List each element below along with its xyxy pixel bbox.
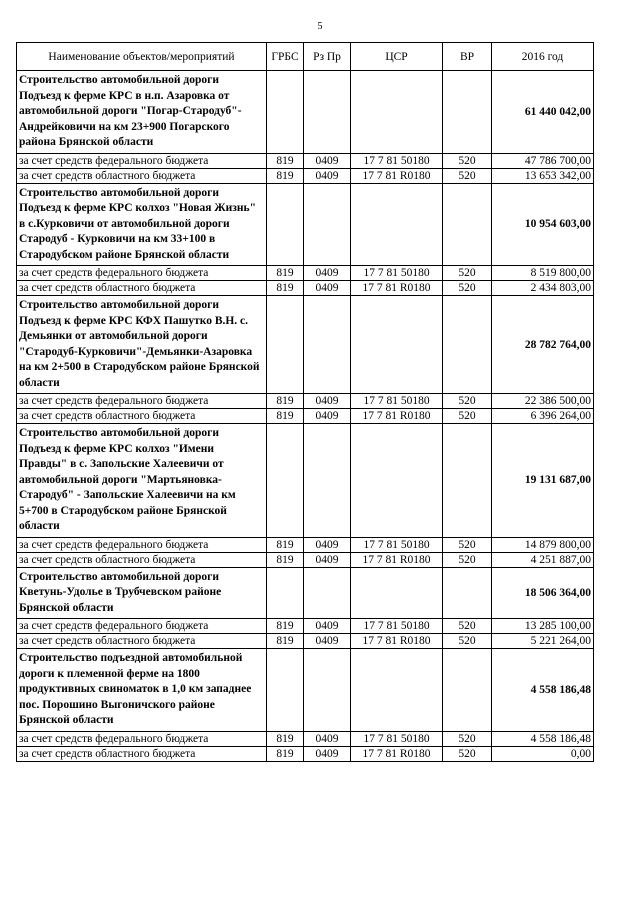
- rzpr-code: 0409: [304, 266, 351, 281]
- funding-source-label: за счет средств федерального бюджета: [17, 619, 267, 634]
- funding-source-label: за счет средств областного бюджета: [17, 634, 267, 649]
- funding-source-label: за счет средств федерального бюджета: [17, 266, 267, 281]
- project-title: Строительство подъездной автомобильной дороги к племенной ферме на 1800 продуктивных свиноматок в 1,0 км западнее пос. Порошино Выгоничского районе Брянской области: [17, 649, 267, 732]
- grbs-code: 819: [267, 552, 304, 567]
- budget-table: [16, 42, 594, 762]
- funding-amount: 5 221 264,00: [492, 634, 594, 649]
- funding-row: [17, 731, 594, 746]
- funding-source-label: за счет средств федерального бюджета: [17, 394, 267, 409]
- project-row: [17, 567, 594, 619]
- funding-row: [17, 266, 594, 281]
- empty-cell: [267, 183, 304, 266]
- funding-amount: 2 434 803,00: [492, 281, 594, 296]
- funding-row: [17, 634, 594, 649]
- funding-source-label: за счет средств областного бюджета: [17, 552, 267, 567]
- grbs-code: 819: [267, 168, 304, 183]
- funding-amount: 22 386 500,00: [492, 394, 594, 409]
- header-vr: ВР: [443, 43, 492, 71]
- vr-code: 520: [443, 266, 492, 281]
- project-title: Строительство автомобильной дороги Подъезд к ферме КРС колхоз "Новая Жизнь" в с.Курковичи от автомобильной дороги Стародуб - Курковичи на км 33+100 в Стародубском районе Брянской области: [17, 183, 267, 266]
- csr-code: 17 7 81 R0180: [351, 281, 443, 296]
- vr-code: 520: [443, 619, 492, 634]
- empty-cell: [267, 567, 304, 619]
- csr-code: 17 7 81 R0180: [351, 634, 443, 649]
- project-row: [17, 296, 594, 394]
- funding-source-label: за счет средств федерального бюджета: [17, 153, 267, 168]
- header-csr: ЦСР: [351, 43, 443, 71]
- project-title: Строительство автомобильной дороги Кветунь-Удолье в Трубчевском районе Брянской области: [17, 567, 267, 619]
- empty-cell: [304, 649, 351, 732]
- funding-row: [17, 281, 594, 296]
- project-total: 18 506 364,00: [492, 567, 594, 619]
- project-row: [17, 71, 594, 154]
- project-total: 61 440 042,00: [492, 71, 594, 154]
- funding-source-label: за счет средств областного бюджета: [17, 409, 267, 424]
- page-number: 5: [317, 21, 323, 32]
- project-total: 4 558 186,48: [492, 649, 594, 732]
- vr-code: 520: [443, 634, 492, 649]
- funding-row: [17, 153, 594, 168]
- table-body: [17, 71, 594, 762]
- csr-code: 17 7 81 R0180: [351, 409, 443, 424]
- vr-code: 520: [443, 168, 492, 183]
- empty-cell: [351, 567, 443, 619]
- vr-code: 520: [443, 394, 492, 409]
- grbs-code: 819: [267, 619, 304, 634]
- funding-row: [17, 394, 594, 409]
- header-name: Наименование объектов/мероприятий: [17, 43, 267, 71]
- vr-code: 520: [443, 537, 492, 552]
- empty-cell: [304, 296, 351, 394]
- csr-code: 17 7 81 50180: [351, 537, 443, 552]
- empty-cell: [304, 71, 351, 154]
- csr-code: 17 7 81 50180: [351, 394, 443, 409]
- empty-cell: [443, 183, 492, 266]
- funding-row: [17, 168, 594, 183]
- project-row: [17, 649, 594, 732]
- empty-cell: [267, 71, 304, 154]
- project-row: [17, 424, 594, 538]
- project-title: Строительство автомобильной дороги Подъезд к ферме КРС КФХ Пашутко В.Н. с. Демьянки от автомобильной дороги "Стародуб-Курковичи"-Демьянки-Азаровка на км 2+500 в Стародубском районе Брянской области: [17, 296, 267, 394]
- empty-cell: [443, 296, 492, 394]
- table-header-row: [17, 43, 594, 71]
- funding-row: [17, 537, 594, 552]
- empty-cell: [267, 424, 304, 538]
- empty-cell: [443, 71, 492, 154]
- empty-cell: [304, 183, 351, 266]
- empty-cell: [304, 567, 351, 619]
- funding-source-label: за счет средств областного бюджета: [17, 281, 267, 296]
- csr-code: 17 7 81 R0180: [351, 168, 443, 183]
- rzpr-code: 0409: [304, 552, 351, 567]
- grbs-code: 819: [267, 746, 304, 761]
- funding-row: [17, 409, 594, 424]
- funding-row: [17, 552, 594, 567]
- project-title: Строительство автомобильной дороги Подъезд к ферме КРС в н.п. Азаровка от автомобильной дороги "Погар-Стародуб"-Андрейковичи на км 23+900 Погарского района Брянской области: [17, 71, 267, 154]
- project-total: 10 954 603,00: [492, 183, 594, 266]
- empty-cell: [351, 183, 443, 266]
- rzpr-code: 0409: [304, 634, 351, 649]
- empty-cell: [351, 296, 443, 394]
- funding-source-label: за счет средств областного бюджета: [17, 168, 267, 183]
- header-year: 2016 год: [492, 43, 594, 71]
- empty-cell: [443, 424, 492, 538]
- vr-code: 520: [443, 731, 492, 746]
- vr-code: 520: [443, 746, 492, 761]
- rzpr-code: 0409: [304, 394, 351, 409]
- rzpr-code: 0409: [304, 281, 351, 296]
- rzpr-code: 0409: [304, 153, 351, 168]
- funding-amount: 13 653 342,00: [492, 168, 594, 183]
- project-title: Строительство автомобильной дороги Подъезд к ферме КРС колхоз "Имени Правды" в с. Запольские Халеевичи от автомобильной дороги "Мартьяновка-Стародуб" - Запольские Халеевичи на км 5+700 в Стародубском районе Брянской области: [17, 424, 267, 538]
- csr-code: 17 7 81 R0180: [351, 746, 443, 761]
- header-rzpr: Рз Пр: [304, 43, 351, 71]
- project-total: 19 131 687,00: [492, 424, 594, 538]
- project-total: 28 782 764,00: [492, 296, 594, 394]
- header-grbs: ГРБС: [267, 43, 304, 71]
- funding-source-label: за счет средств федерального бюджета: [17, 731, 267, 746]
- empty-cell: [304, 424, 351, 538]
- empty-cell: [443, 649, 492, 732]
- csr-code: 17 7 81 R0180: [351, 552, 443, 567]
- vr-code: 520: [443, 409, 492, 424]
- funding-amount: 13 285 100,00: [492, 619, 594, 634]
- empty-cell: [351, 649, 443, 732]
- funding-source-label: за счет средств федерального бюджета: [17, 537, 267, 552]
- vr-code: 520: [443, 153, 492, 168]
- empty-cell: [443, 567, 492, 619]
- vr-code: 520: [443, 552, 492, 567]
- rzpr-code: 0409: [304, 168, 351, 183]
- csr-code: 17 7 81 50180: [351, 619, 443, 634]
- funding-amount: 0,00: [492, 746, 594, 761]
- empty-cell: [267, 649, 304, 732]
- rzpr-code: 0409: [304, 746, 351, 761]
- funding-source-label: за счет средств областного бюджета: [17, 746, 267, 761]
- grbs-code: 819: [267, 394, 304, 409]
- grbs-code: 819: [267, 153, 304, 168]
- funding-amount: 47 786 700,00: [492, 153, 594, 168]
- funding-amount: 4 251 887,00: [492, 552, 594, 567]
- funding-amount: 6 396 264,00: [492, 409, 594, 424]
- empty-cell: [267, 296, 304, 394]
- funding-row: [17, 619, 594, 634]
- grbs-code: 819: [267, 409, 304, 424]
- funding-amount: 4 558 186,48: [492, 731, 594, 746]
- rzpr-code: 0409: [304, 619, 351, 634]
- grbs-code: 819: [267, 634, 304, 649]
- grbs-code: 819: [267, 266, 304, 281]
- grbs-code: 819: [267, 731, 304, 746]
- csr-code: 17 7 81 50180: [351, 153, 443, 168]
- funding-amount: 14 879 800,00: [492, 537, 594, 552]
- grbs-code: 819: [267, 537, 304, 552]
- rzpr-code: 0409: [304, 409, 351, 424]
- vr-code: 520: [443, 281, 492, 296]
- rzpr-code: 0409: [304, 537, 351, 552]
- funding-row: [17, 746, 594, 761]
- empty-cell: [351, 71, 443, 154]
- funding-amount: 8 519 800,00: [492, 266, 594, 281]
- project-row: [17, 183, 594, 266]
- empty-cell: [351, 424, 443, 538]
- csr-code: 17 7 81 50180: [351, 731, 443, 746]
- csr-code: 17 7 81 50180: [351, 266, 443, 281]
- rzpr-code: 0409: [304, 731, 351, 746]
- grbs-code: 819: [267, 281, 304, 296]
